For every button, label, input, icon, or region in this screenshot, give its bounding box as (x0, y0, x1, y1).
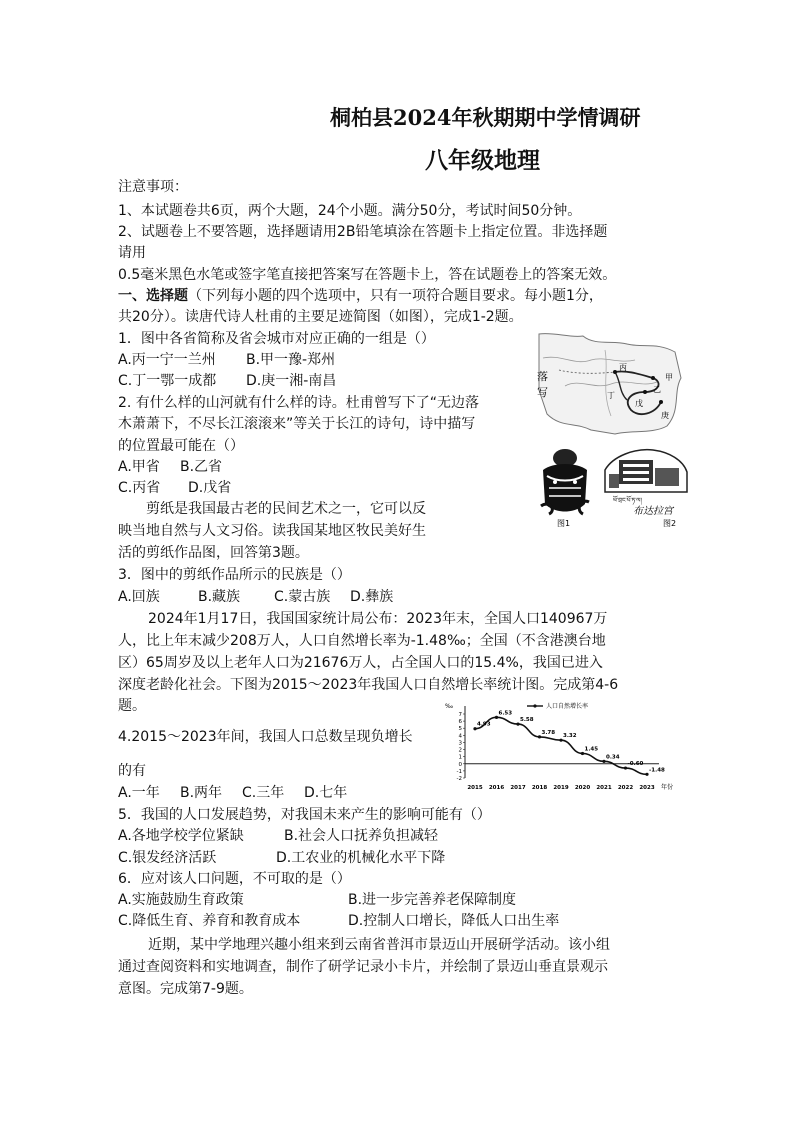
q4-stem-2: 的有 (118, 763, 146, 779)
q2-options-row1 (118, 457, 222, 477)
stats-line-3: 区）65周岁及以上老年人口为21676万人，占全国人口的15.4%，我国已进入 (118, 655, 603, 671)
x-tick-label: 2018 (531, 785, 548, 791)
q6-options-row1 (118, 890, 516, 910)
section-title: 一、选择题 (118, 288, 188, 304)
q6-option-c: C.降低生育、养育和教育成本 (118, 913, 301, 929)
x-tick-label: 2021 (596, 785, 612, 791)
y-unit-label: ‰ (445, 703, 454, 710)
research-line-3: 意图。完成第7-9题。 (118, 981, 253, 997)
data-label: 3.32 (563, 733, 577, 740)
y-tick-label: 6 (458, 719, 462, 726)
section-instructions: （下列每小题的四个选项中，只有一项符合题目要求。每小题1分， (188, 288, 603, 304)
x-tick-label: 2017 (510, 785, 526, 791)
q3-stem: 3．图中的剪纸作品所示的民族是（） (118, 567, 351, 583)
q5-options-row1 (118, 826, 438, 846)
data-label: 5.58 (520, 717, 534, 724)
q6-option-a: A.实施鼓励生育政策 (118, 892, 244, 908)
notice-line-1: 1、本试题卷共6页，两个大题，24个小题。满分50分，考试时间50分钟。 (118, 203, 582, 219)
q2-option-b: B.乙省 (180, 459, 223, 475)
y-tick-label: 5 (458, 726, 462, 733)
section-heading (118, 286, 603, 306)
chart-svg (443, 700, 673, 792)
q6-option-d: D.控制人口增长，降低人口出生率 (348, 913, 560, 929)
notice-heading: 注意事项： (118, 179, 188, 195)
map-label-jia: 甲 (665, 373, 673, 382)
q4-option-c: C.三年 (242, 785, 285, 801)
data-label: -0.60 (627, 761, 644, 768)
q3-option-b: B.藏族 (198, 589, 241, 605)
y-tick-label: -2 (456, 776, 462, 782)
data-label: 3.78 (541, 729, 556, 736)
legend-marker (533, 704, 536, 707)
x-tick-label: 2022 (617, 785, 634, 791)
papercut-herder-image (541, 449, 589, 528)
q2-stem-3: 的位置最可能在（） (118, 438, 244, 454)
y-tick-label: 1 (458, 754, 462, 761)
legend-label: 人口自然增长率 (546, 703, 589, 710)
q6-option-b: B.进一步完善养老保障制度 (348, 892, 517, 908)
caption-figure-2: 图2 (663, 519, 677, 528)
q3-option-d: D.彝族 (350, 589, 394, 605)
map-label-yi: 乙 (653, 385, 661, 394)
q1-option-a: A.丙一宁一兰州 (118, 352, 216, 368)
q3-options (118, 587, 393, 607)
papercut-line-3: 活的剪纸作品图，回答第3题。 (118, 545, 309, 561)
potala-label: 布达拉宫 (633, 506, 673, 517)
q1-option-d: D.庚一湘-南昌 (246, 373, 337, 389)
q4-options (118, 783, 347, 803)
papercut-line-2: 映当地自然与人文习俗。读我国某地区牧民美好生 (118, 523, 426, 539)
notice-line-2: 2、试题卷上不要答题，选择题请用2B铅笔填涂在答题卡上指定位置。非选择题 (118, 224, 608, 240)
q4-stem-1: 4.2015～2023年间，我国人口总数呈现负增长 (118, 729, 413, 745)
q5-option-b: B.社会人口抚养负担减轻 (284, 828, 439, 844)
stats-line-1: 2024年1月17日，我国国家统计局公布：2023年末，全国人口140967万 (148, 611, 608, 627)
papercut-figures (535, 440, 690, 528)
map-label-ding: 丁 (607, 391, 615, 400)
q1-option-c: C.丁一鄂一成都 (118, 373, 217, 389)
x-tick-label: 2015 (467, 785, 483, 791)
x-tick-label: 2019 (553, 785, 569, 791)
q6-stem: 6．应对该人口问题，不可取的是（） (118, 871, 351, 887)
map-label-xie: 写 (537, 386, 548, 399)
y-tick-label: 3 (458, 740, 462, 747)
q4-option-a: A.一年 (118, 785, 160, 801)
papercut-line-1: 剪纸是我国最古老的民间艺术之一，它可以反 (146, 501, 426, 517)
series-line-natural-growth-rate (475, 717, 647, 774)
population-growth-chart (443, 700, 673, 792)
q1-stem: 1．图中各省简称及省会城市对应正确的一组是（） (118, 331, 435, 347)
papercut-pictures (535, 440, 690, 528)
stats-line-5: 题。 (118, 698, 146, 714)
research-line-2: 通过查阅资料和实地调查，制作了研学记录小卡片，并绘制了景迈山垂直景观示 (118, 959, 608, 975)
dufu-route-map (535, 330, 685, 438)
q5-stem: 5．我国的人口发展趋势，对我国未来产生的影响可能有（） (118, 807, 491, 823)
x-tick-label: 2016 (488, 785, 505, 791)
q2-option-c: C.丙省 (118, 480, 161, 496)
map-label-geng: 庚 (661, 411, 669, 420)
q3-option-a: A.回族 (118, 589, 160, 605)
papercut-potala-image (605, 450, 687, 528)
data-label: -1.48 (649, 767, 665, 774)
q3-option-c: C.蒙古族 (274, 589, 331, 605)
stats-line-4: 深度老龄化社会。下图为2015～2023年我国人口自然增长率统计图。完成第4-6 (118, 677, 619, 693)
research-line-1: 近期，某中学地理兴趣小组来到云南省普洱市景迈山开展研学活动。该小组 (148, 937, 610, 953)
y-tick-label: -1 (456, 768, 462, 775)
q5-option-c: C.银发经济活跃 (118, 850, 217, 866)
q5-option-d: D.工农业的机械化水平下降 (276, 850, 446, 866)
q1-options-row1 (118, 350, 335, 370)
map-label-bing: 丙 (619, 363, 627, 372)
data-label: 1.45 (584, 746, 599, 753)
y-tick-label: 2 (458, 747, 462, 754)
q1-options-row2 (118, 371, 336, 391)
exam-title: 桐柏县2024年秋期期中学情调研 (330, 105, 641, 130)
notice-line-4: 0.5毫米黑色水笔或签字笔直接把答案写在答题卡上，答在试题卷上的答案无效。 (118, 267, 617, 283)
x-tick-label: 2023 (639, 785, 655, 791)
notice-line-3: 请用 (118, 245, 146, 261)
q5-options-row2 (118, 848, 445, 868)
map-label-wu: 戊 (635, 399, 643, 408)
q2-stem-1: 2. 有什么样的山河就有什么样的诗。杜甫曾写下了“无边落 (118, 395, 480, 411)
section-intro: 共20分）。读唐代诗人杜甫的主要足迹简图（如图），完成1-2题。 (118, 309, 523, 325)
stats-line-2: 人，比上年末减少208万人，人口自然增长率为-1.48‰；全国（不含港澳台地 (118, 633, 606, 649)
y-tick-label: 0 (458, 761, 462, 768)
q4-option-b: B.两年 (180, 785, 223, 801)
q5-option-a: A.各地学校学位紧缺 (118, 828, 244, 844)
q2-stem-2: 木萧萧下，不尽长江滚滚来”等关于长江的诗句，诗中描写 (118, 416, 476, 432)
y-tick-label: 7 (458, 712, 462, 718)
q1-option-b: B.甲一豫-郑州 (246, 352, 336, 368)
x-tick-label: 2020 (574, 785, 591, 791)
caption-figure-1: 图1 (557, 519, 571, 528)
x-unit-label: 年份 (661, 784, 673, 791)
map-label-luo: 落 (537, 370, 548, 383)
y-tick-label: 4 (458, 733, 462, 740)
map-sketch (535, 330, 685, 438)
exam-subject: 八年级地理 (425, 147, 540, 174)
potala-tibetan-text: ཕོ་བྲང་པོ་ཏ་ལ། (613, 497, 642, 504)
data-label: 6.53 (498, 710, 513, 717)
q6-options-row2 (118, 911, 559, 931)
data-label: 0.34 (606, 754, 620, 761)
q2-option-a: A.甲省 (118, 459, 160, 475)
q4-option-d: D.七年 (304, 785, 348, 801)
q2-options-row2 (118, 478, 231, 498)
q2-option-d: D.戊省 (188, 480, 232, 496)
data-label: 4.93 (477, 721, 491, 728)
